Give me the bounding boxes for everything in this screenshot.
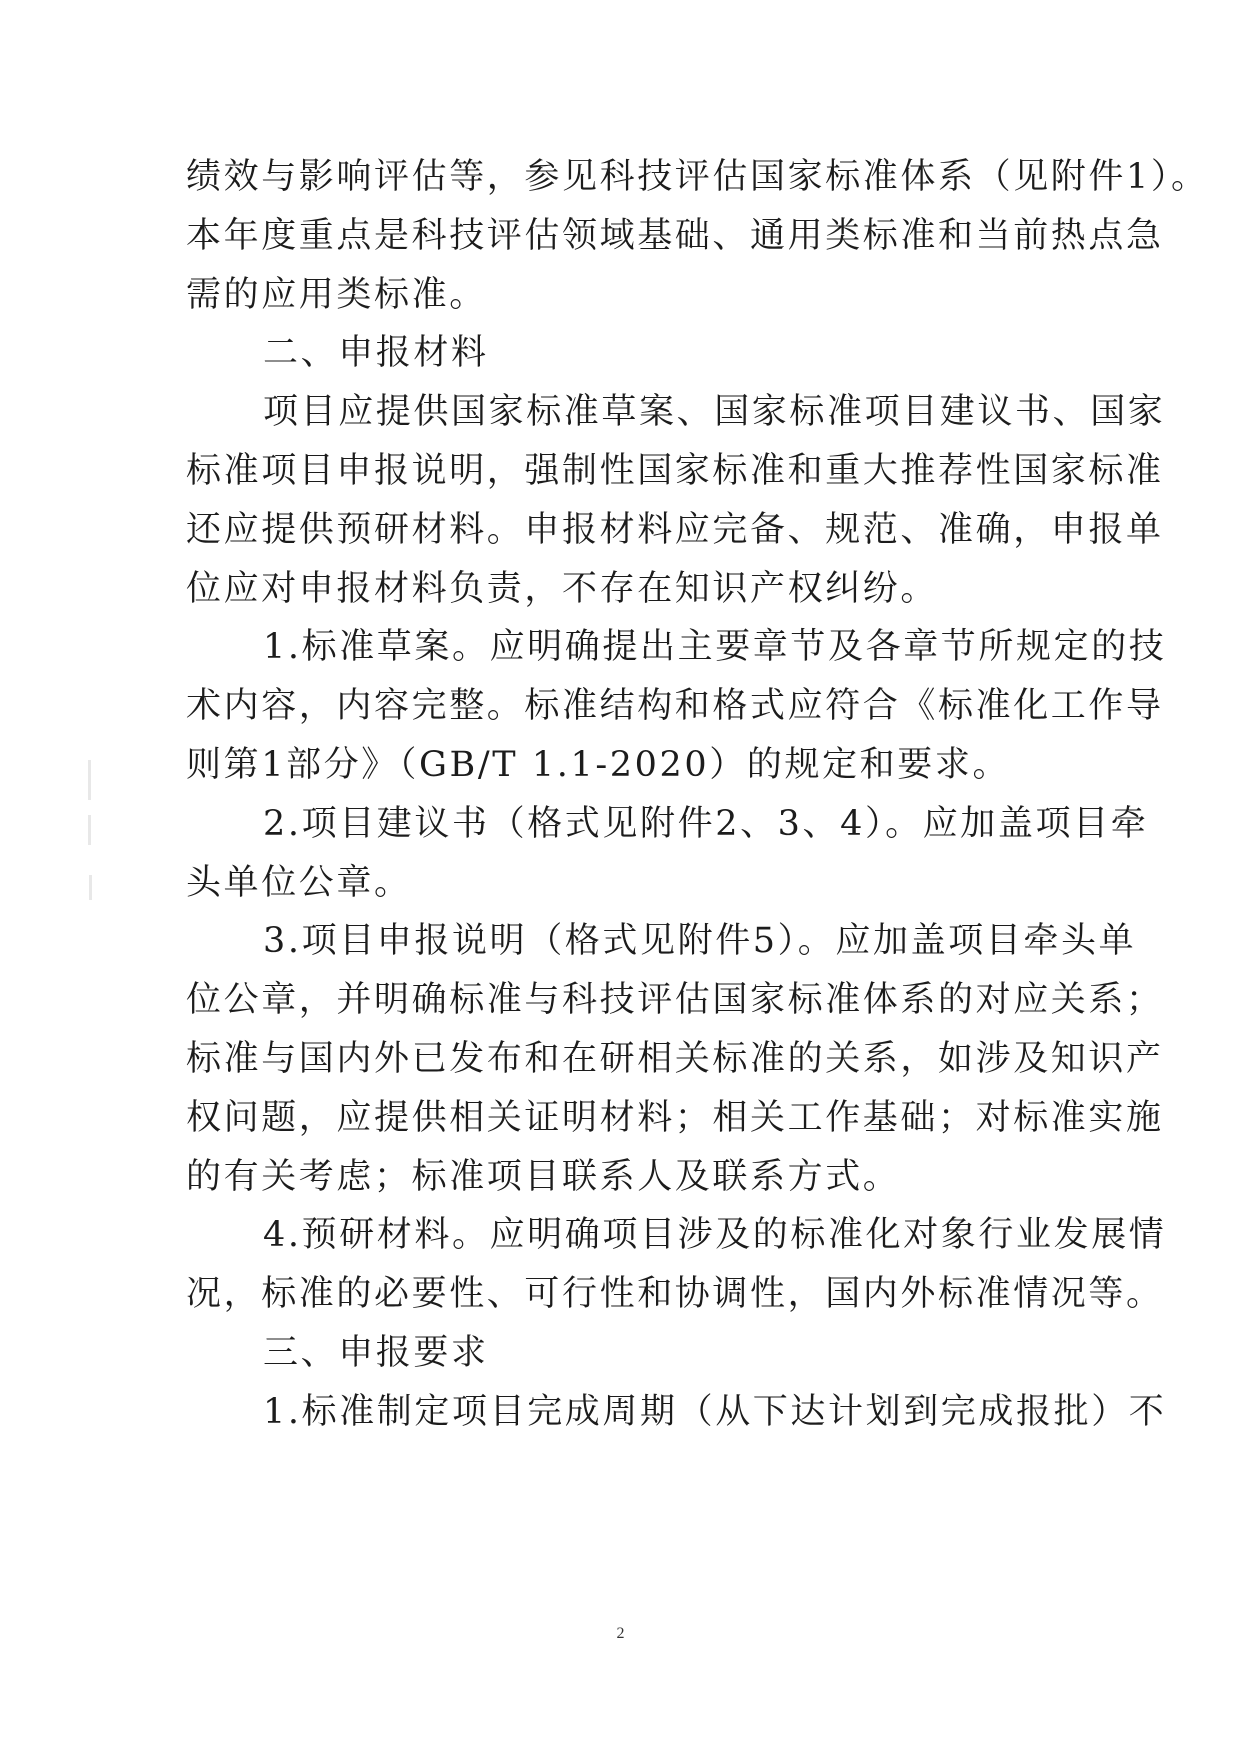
paragraph-line: 本年度重点是科技评估领域基础、通用类标准和当前热点急 [186,215,1164,256]
paragraph-line: 标准项目申报说明，强制性国家标准和重大推荐性国家标准 [186,450,1164,491]
paragraph-line: 术内容，内容完整。标准结构和格式应符合《标准化工作导 [186,686,1164,727]
paragraph-line: 位公章，并明确标准与科技评估国家标准体系的对应关系； [186,980,1164,1021]
paragraph-line: 头单位公章。 [186,862,412,903]
list-item-completion-period: 1.标准制定项目完成周期（从下达计划到完成报批）不 [263,1391,1167,1432]
scan-artifact [89,875,92,900]
body-text [186,148,1209,1442]
list-item-draft-standard: 1.标准草案。应明确提出主要章节及各章节所规定的技 [263,627,1167,668]
paragraph-line: 况，标准的必要性、可行性和协调性，国内外标准情况等。 [186,1274,1164,1315]
scan-artifact [88,760,91,800]
list-item-project-proposal: 2.项目建议书（格式见附件2、3、4）。应加盖项目牵 [263,803,1149,844]
scan-artifact [88,815,91,845]
paragraph-line: 则第1部分》（GB/T 1.1-2020）的规定和要求。 [186,744,1011,785]
paragraph-line: 位应对申报材料负责，不存在知识产权纠纷。 [186,568,939,609]
paragraph-line: 标准与国内外已发布和在研相关标准的关系，如涉及知识产 [186,1038,1164,1079]
paragraph-line: 权问题，应提供相关证明材料；相关工作基础；对标准实施 [186,1097,1164,1138]
paragraph-line: 绩效与影响评估等，参见科技评估国家标准体系（见附件1）。 [186,157,1209,197]
paragraph-line: 需的应用类标准。 [186,274,487,315]
section-heading-materials: 二、申报材料 [263,333,489,374]
paragraph-line: 的有关考虑；标准项目联系人及联系方式。 [186,1156,901,1197]
list-item-application-description: 3.项目申报说明（格式见附件5）。应加盖项目牵头单 [263,921,1137,962]
paragraph-line: 项目应提供国家标准草案、国家标准项目建议书、国家 [263,392,1166,433]
section-heading-requirements: 三、申报要求 [263,1332,489,1373]
list-item-pre-research: 4.预研材料。应明确项目涉及的标准化对象行业发展情 [263,1215,1167,1256]
paragraph-line: 还应提供预研材料。申报材料应完备、规范、准确，申报单 [186,509,1164,550]
page-number: 2 [616,1625,625,1642]
